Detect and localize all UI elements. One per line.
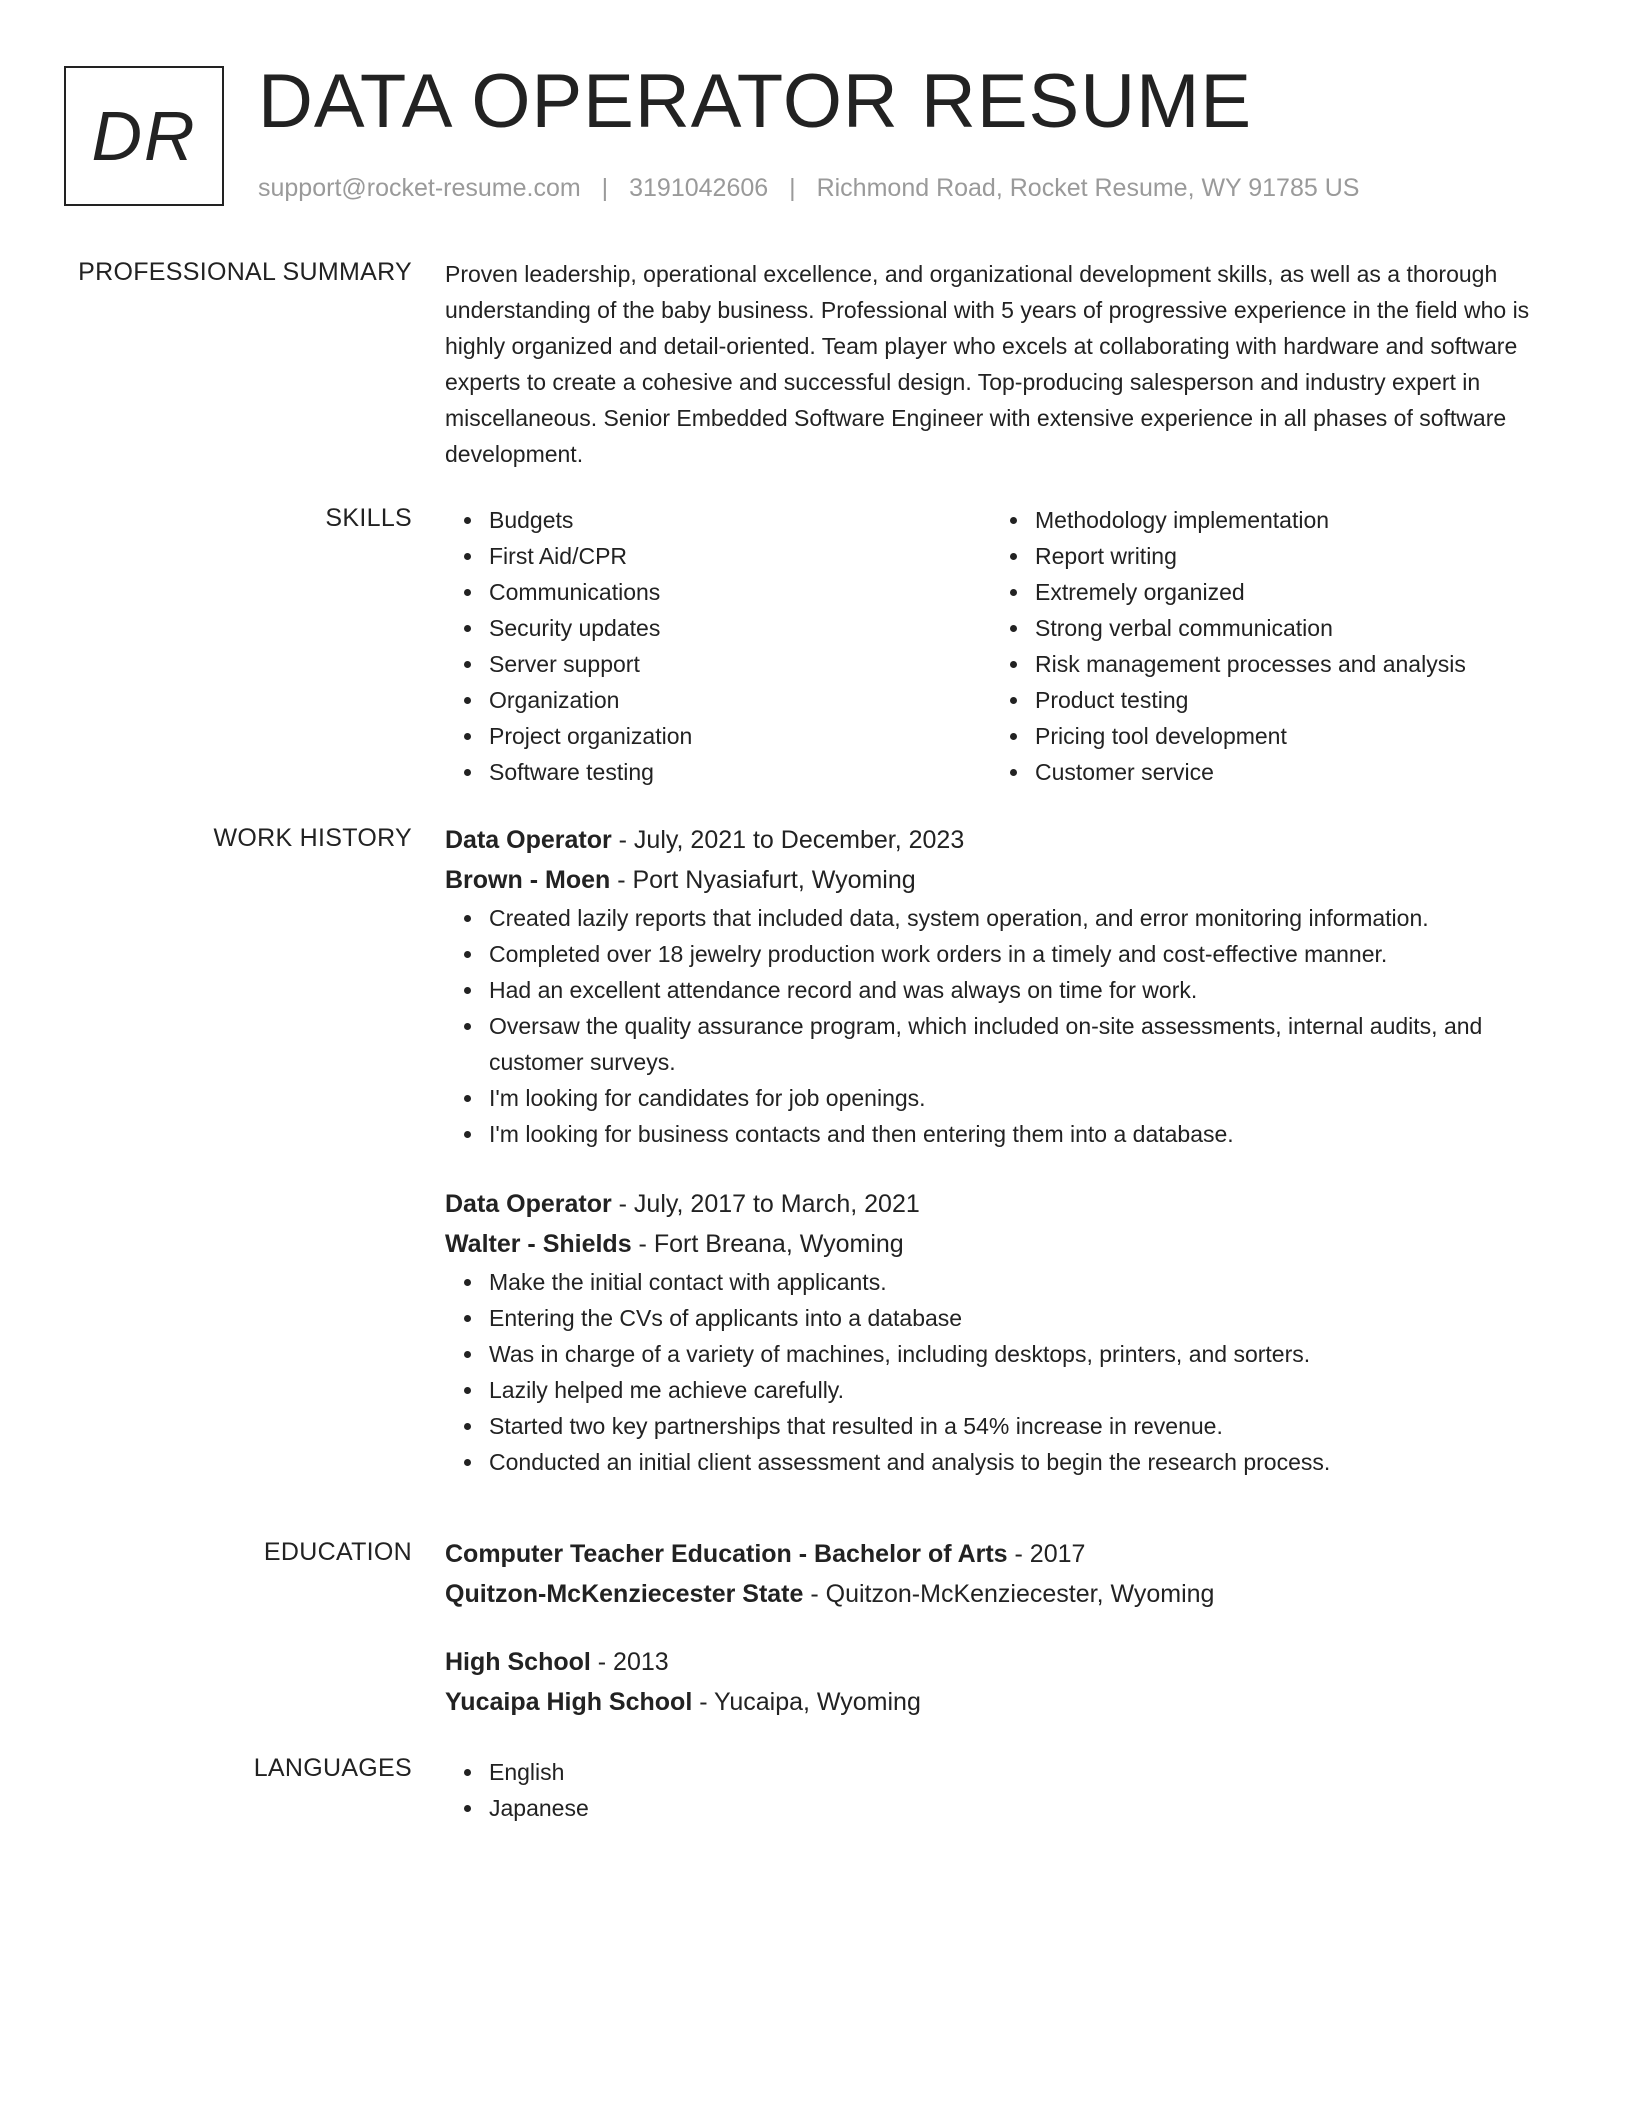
school-line	[445, 1682, 1565, 1722]
job-duty-item: I'm looking for business contacts and then entering them into a database.	[489, 1116, 1565, 1152]
section-label-summary: PROFESSIONAL SUMMARY	[78, 258, 412, 286]
section-label-education: EDUCATION	[263, 1538, 412, 1566]
job-duty-item: Had an excellent attendance record and was always on time for work.	[489, 972, 1565, 1008]
contact-phone[interactable]: 3191042606	[629, 174, 769, 202]
education-entry	[445, 1642, 1565, 1722]
job-entry	[445, 1184, 1565, 1480]
skill-item: Project organization	[489, 718, 991, 754]
job-location: - Fort Breana, Wyoming	[631, 1230, 904, 1258]
skills-list-left	[445, 502, 991, 790]
work-history-body	[445, 820, 1565, 1480]
education-entry	[445, 1534, 1565, 1614]
contact-email[interactable]: support@rocket-resume.com	[258, 174, 581, 202]
contact-separator: |	[601, 174, 609, 202]
skill-item: Extremely organized	[1035, 574, 1537, 610]
job-duty-item: Created lazily reports that included data, system operation, and error monitoring information.	[489, 900, 1565, 936]
degree: Computer Teacher Education - Bachelor of Arts	[445, 1540, 1008, 1568]
job-company-line	[445, 860, 1565, 900]
job-duty-item: Oversaw the quality assurance program, which included on-site assessments, internal audits, and customer surveys.	[489, 1008, 1565, 1080]
job-entry	[445, 820, 1565, 1152]
job-title-line	[445, 1184, 1565, 1224]
degree-year: - 2017	[1007, 1540, 1086, 1568]
resume-title: DATA OPERATOR RESUME	[258, 59, 1253, 144]
language-item: Japanese	[489, 1790, 1565, 1826]
contact-line	[258, 174, 1359, 203]
job-duties-list	[445, 1264, 1565, 1480]
skill-item: Strong verbal communication	[1035, 610, 1537, 646]
skill-item: Report writing	[1035, 538, 1537, 574]
degree-year: - 2013	[590, 1648, 669, 1676]
languages-list	[445, 1754, 1565, 1826]
degree-line	[445, 1534, 1565, 1574]
language-item: English	[489, 1754, 1565, 1790]
job-duty-item: Completed over 18 jewelry production work orders in a timely and cost-effective manner.	[489, 936, 1565, 972]
job-title-line	[445, 820, 1565, 860]
skill-item: Software testing	[489, 754, 991, 790]
skill-item: Budgets	[489, 502, 991, 538]
skills-list-right	[991, 502, 1537, 790]
skills-column-left	[445, 502, 991, 790]
skills-grid	[445, 502, 1565, 790]
skill-item: Risk management processes and analysis	[1035, 646, 1537, 682]
job-duties-list	[445, 900, 1565, 1152]
section-label-languages: LANGUAGES	[253, 1754, 412, 1782]
school-location: - Quitzon-McKenziecester, Wyoming	[803, 1580, 1215, 1608]
skill-item: Product testing	[1035, 682, 1537, 718]
school-location: - Yucaipa, Wyoming	[692, 1688, 921, 1716]
skill-item: Communications	[489, 574, 991, 610]
job-duty-item: Conducted an initial client assessment and analysis to begin the research process.	[489, 1444, 1565, 1480]
job-duty-item: I'm looking for candidates for job openings.	[489, 1080, 1565, 1116]
job-duty-item: Started two key partnerships that resulted in a 54% increase in revenue.	[489, 1408, 1565, 1444]
skill-item: Security updates	[489, 610, 991, 646]
education-body	[445, 1534, 1565, 1722]
job-location: - Port Nyasiafurt, Wyoming	[610, 866, 916, 894]
skills-column-right	[991, 502, 1537, 790]
skill-item: Server support	[489, 646, 991, 682]
degree: High School	[445, 1648, 591, 1676]
skill-item: Organization	[489, 682, 991, 718]
summary-text: Proven leadership, operational excellence, and organizational development skills, as well as a thorough understanding of the baby business. Professional with 5 years of progressive experience in the field who is highly organized and detail-oriented. Team player who excels at collaborating with hardware and software experts to create a cohesive and successful design. Top-producing salesperson and industry expert in miscellaneous. Senior Embedded Software Engineer with extensive experience in all phases of software development.	[445, 261, 1530, 467]
summary-body	[445, 256, 1565, 472]
school-line	[445, 1574, 1565, 1614]
job-duty-item: Make the initial contact with applicants.	[489, 1264, 1565, 1300]
job-company-line	[445, 1224, 1565, 1264]
section-label-skills: SKILLS	[325, 504, 412, 532]
job-company: Walter - Shields	[445, 1230, 632, 1258]
job-title: Data Operator	[445, 826, 612, 854]
job-duty-item: Lazily helped me achieve carefully.	[489, 1372, 1565, 1408]
job-duty-item: Entering the CVs of applicants into a database	[489, 1300, 1565, 1336]
monogram-box	[64, 66, 224, 206]
degree-line	[445, 1642, 1565, 1682]
school: Quitzon-McKenziecester State	[445, 1580, 804, 1608]
job-duty-item: Was in charge of a variety of machines, including desktops, printers, and sorters.	[489, 1336, 1565, 1372]
job-title: Data Operator	[445, 1190, 612, 1218]
skill-item: Methodology implementation	[1035, 502, 1537, 538]
contact-separator: |	[789, 174, 796, 202]
contact-address: Richmond Road, Rocket Resume, WY 91785 US	[816, 174, 1360, 202]
school: Yucaipa High School	[445, 1688, 693, 1716]
skill-item: First Aid/CPR	[489, 538, 991, 574]
skill-item: Customer service	[1035, 754, 1537, 790]
job-company: Brown - Moen	[445, 866, 611, 894]
section-label-work-history: WORK HISTORY	[213, 824, 412, 852]
monogram-initials: DR	[91, 97, 197, 175]
skill-item: Pricing tool development	[1035, 718, 1537, 754]
job-dates: - July, 2021 to December, 2023	[611, 826, 965, 854]
job-dates: - July, 2017 to March, 2021	[611, 1190, 920, 1218]
languages-body	[445, 1754, 1565, 1826]
